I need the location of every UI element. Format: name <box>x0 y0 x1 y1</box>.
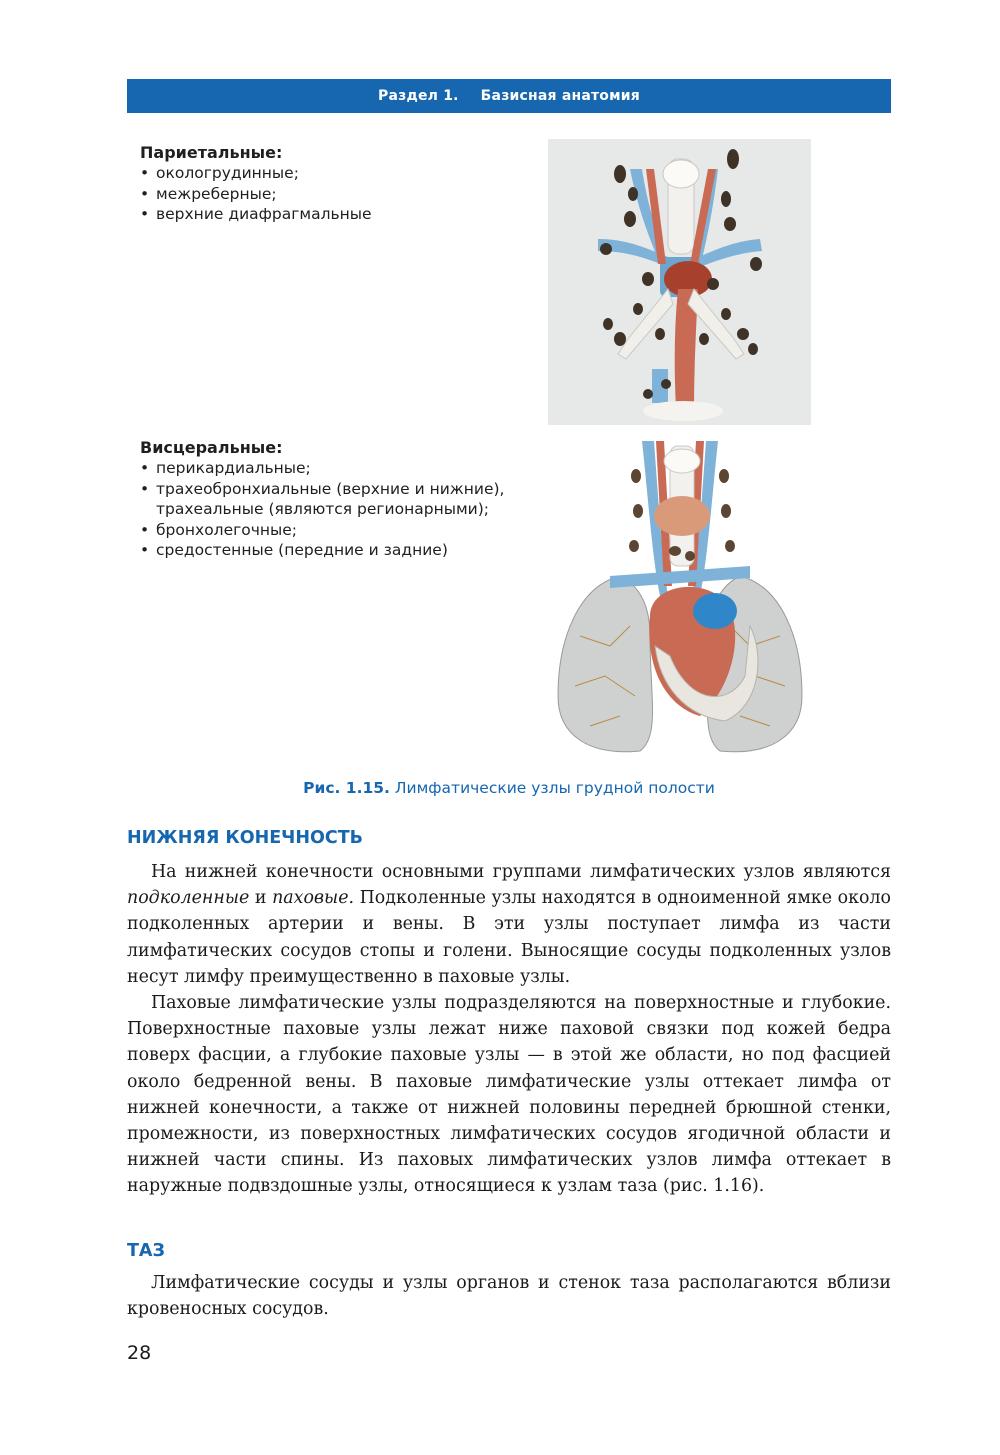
section-heading-pelvis: ТАЗ <box>127 1241 165 1261</box>
text-run: На нижней конечности основными группами лимфатических узлов являются <box>151 862 891 882</box>
list-item: • средостенные (передние и задние) <box>140 540 540 561</box>
list-item: • бронхолегочные; <box>140 520 540 541</box>
section-header-band <box>127 79 891 113</box>
emphasis-inguinal: паховые. <box>272 888 355 909</box>
paragraph <box>127 859 891 990</box>
paragraph: Лимфатические сосуды и узлы органов и стенок таза располагаются вблизи кровеносных сосудов. <box>127 1273 891 1320</box>
list-item: • окологрудинные; <box>140 163 540 184</box>
list-item: • межреберные; <box>140 184 540 205</box>
parietal-list <box>140 142 540 225</box>
mediastinal-lymph-nodes-illustration <box>548 139 811 425</box>
list-item: • перикардиальные; <box>140 458 540 479</box>
text-run: и <box>249 888 273 909</box>
figure-caption <box>0 779 1000 797</box>
section-title: Базисная анатомия <box>480 88 640 104</box>
emphasis-popliteal: подколенные <box>127 888 250 909</box>
thoracic-lymph-nodes-illustration <box>550 436 810 766</box>
list-item: • трахеобронхиальные (верхние и нижние), трахеальные (являются регионарными); <box>140 479 540 520</box>
section-heading-lower-limb: НИЖНЯЯ КОНЕЧНОСТЬ <box>127 828 363 848</box>
figure-number: Рис. 1.15. <box>303 779 390 797</box>
parietal-title: Париетальные: <box>140 143 283 162</box>
page-number: 28 <box>127 1342 152 1364</box>
visceral-list <box>140 437 540 561</box>
list-item: • верхние диафрагмальные <box>140 204 540 225</box>
text-run: Подколенные узлы находятся в одноименной ямке около подколенных артерии и вены. В эти узлы поступает лимфа из части лимфатических сосудов стопы и голени. Выносящие сосуды подколенных узлов несут лимфу преимущественно в паховые узлы. <box>127 888 891 987</box>
section-label: Раздел 1. <box>378 88 459 104</box>
visceral-title: Висцеральные: <box>140 438 283 457</box>
figure-caption-text: Лимфатические узлы грудной полости <box>394 779 715 797</box>
paragraph: Паховые лимфатические узлы подразделяются на поверхностные и глубокие. Поверхностные паховые узлы лежат ниже паховой связки под кожей бедра поверх фасции, а глубокие паховые узлы — в этой же области, но под фасцией около бедренной вены. В паховые лимфатические узлы оттекает лимфа от нижней конечности, а также от нижней половины передней брюшной стенки, промежности, из поверхностных лимфатических сосудов ягодичной области и нижней части спины. Из паховых лимфатических узлов лимфа оттекает в наружные подвздошные узлы, относящиеся к узлам таза (рис. 1.16). <box>127 993 891 1197</box>
